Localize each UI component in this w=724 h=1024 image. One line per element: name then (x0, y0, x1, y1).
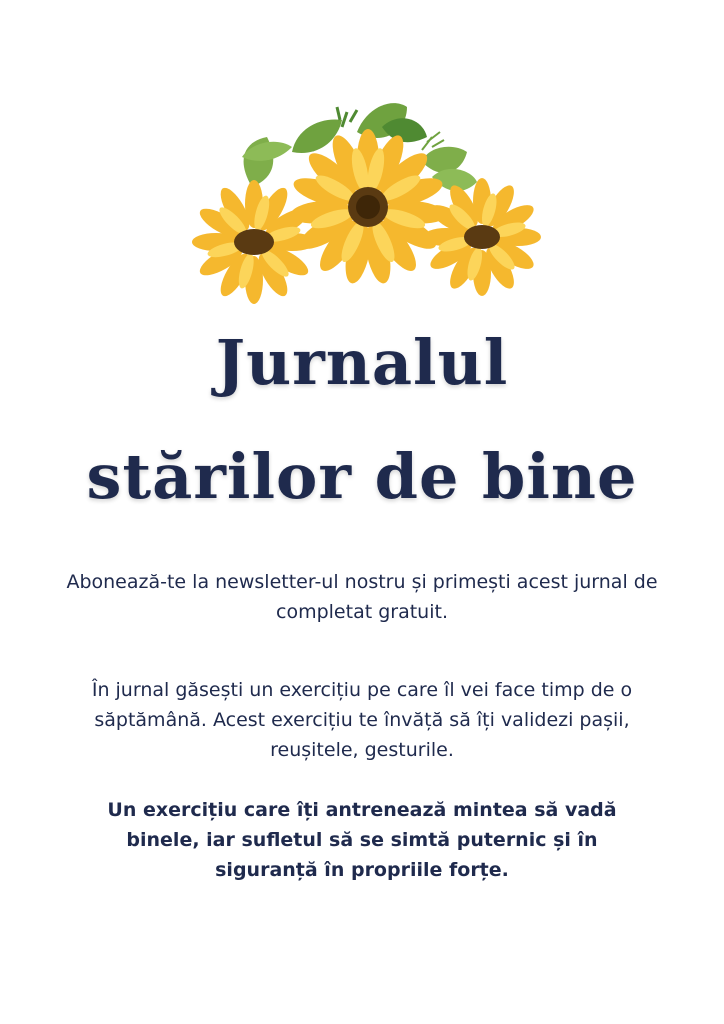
sunflower-left (192, 180, 316, 304)
sunflower-bouquet-icon (182, 92, 552, 312)
page-title-line1: Jurnalul (215, 326, 509, 399)
sunflower-center (289, 129, 446, 286)
page-title-line2: stărilor de bine (86, 440, 638, 513)
intro-paragraph: Abonează-te la newsletter-ul nostru și primești acest jurnal de completat gratuit. (66, 571, 658, 623)
description-paragraph: În jurnal găsești un exercițiu pe care îl vei face timp de o săptămână. Acest exercițiu te învăță să îți validezi pașii, reușitele, gesturile. (91, 679, 633, 761)
sunflower-right (423, 178, 541, 296)
highlight-paragraph: Un exercițiu care îți antrenează mintea să vadă binele, iar sufletul să se simtă puternic și în siguranță în propriile forțe. (107, 799, 617, 881)
